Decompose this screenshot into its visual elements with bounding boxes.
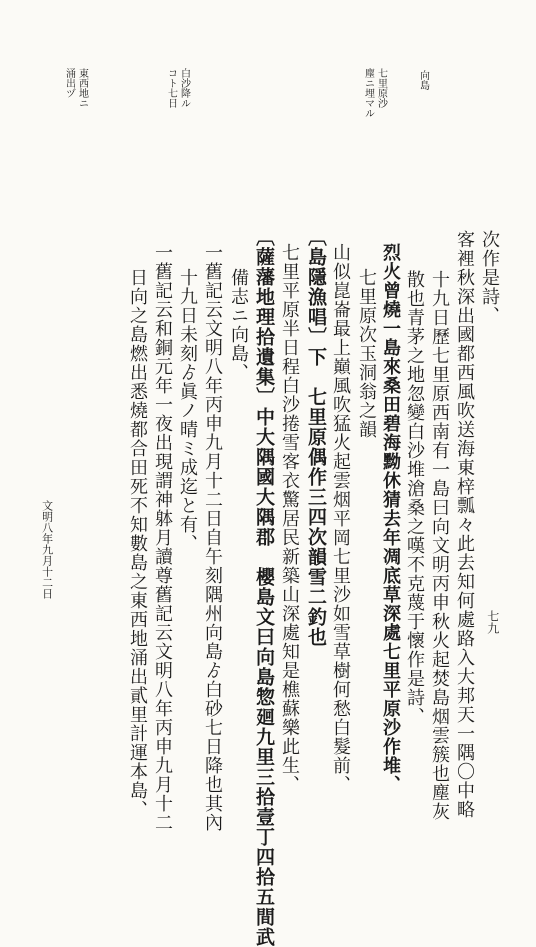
margin-note-shirasuna-2: コト七日 bbox=[165, 68, 177, 108]
text-column-8: 〔島隱漁唱〕下 七里原偶作三四次韻雪二釣也 bbox=[305, 227, 327, 647]
margin-note-shichiri-1: 七里原沙 bbox=[375, 68, 387, 108]
text-column-9: 七里平原半日程白沙捲雪客衣驚居民新築山深處知是樵蘇樂此生、 bbox=[279, 243, 300, 794]
text-column-4: 散也青茅之地忽變白沙堆滄桑之嘆不克蔑于懷作是詩、 bbox=[404, 270, 425, 726]
text-column-13: 十九日未刻ゟ眞ノ晴ミ成迄と有、 bbox=[177, 268, 198, 553]
page-number: 七九 bbox=[485, 610, 500, 634]
text-column-10: 〔薩藩地理拾遺集〕中大隅國大隅郡 櫻島文曰向島惣廻九里三拾壹丁四拾五間武 bbox=[253, 227, 275, 947]
text-column-5: 烈火曾燒一島來桑田碧海黝休猜去年凋底草深處七里平原沙作堆、 bbox=[380, 243, 401, 794]
text-column-7: 山似崑崙最上巔風吹猛火起雲烟平岡七里沙如雪草樹何愁白髮前、 bbox=[330, 243, 351, 794]
text-column-2: 客裡秋深出國都西風吹送海東梓瓢々此去知何處路入大邦天一隅〇中略 bbox=[454, 230, 475, 819]
text-column-14: 一舊記云和銅元年一夜出現謂神躰月讀尊舊記云文明八年丙申九月十二 bbox=[152, 243, 173, 832]
text-column-3: 十九日歷七里原西南有一島曰向文明丙申秋火起焚島烟雲簇也塵灰 bbox=[429, 270, 450, 821]
text-column-1: 次作是詩、 bbox=[479, 230, 500, 325]
margin-date-note: 文明八年九月十二日 bbox=[40, 500, 54, 599]
text-column-6: 七里原次玉洞翁之韻 bbox=[356, 268, 377, 439]
text-column-12: 一舊記云文明八年丙申九月十二日自午刻隅州向島ゟ白砂七日降也其內 bbox=[202, 243, 223, 832]
margin-note-shirasuna-1: 白沙降ル bbox=[178, 68, 190, 108]
margin-note-tozai-1: 東西地ニ bbox=[76, 68, 88, 108]
margin-note-tozai-2: 涌出ヅ bbox=[63, 68, 75, 98]
margin-note-mukoujima: 向島 bbox=[417, 70, 429, 90]
text-column-11: 備志ニ向島、 bbox=[228, 268, 249, 382]
margin-note-shichiri-2: 塵ニ埋マル bbox=[362, 68, 374, 118]
text-column-15: 日向之島燃出悉燒都合田死不知數島之東西地涌出貳里計運本島、 bbox=[127, 268, 148, 819]
